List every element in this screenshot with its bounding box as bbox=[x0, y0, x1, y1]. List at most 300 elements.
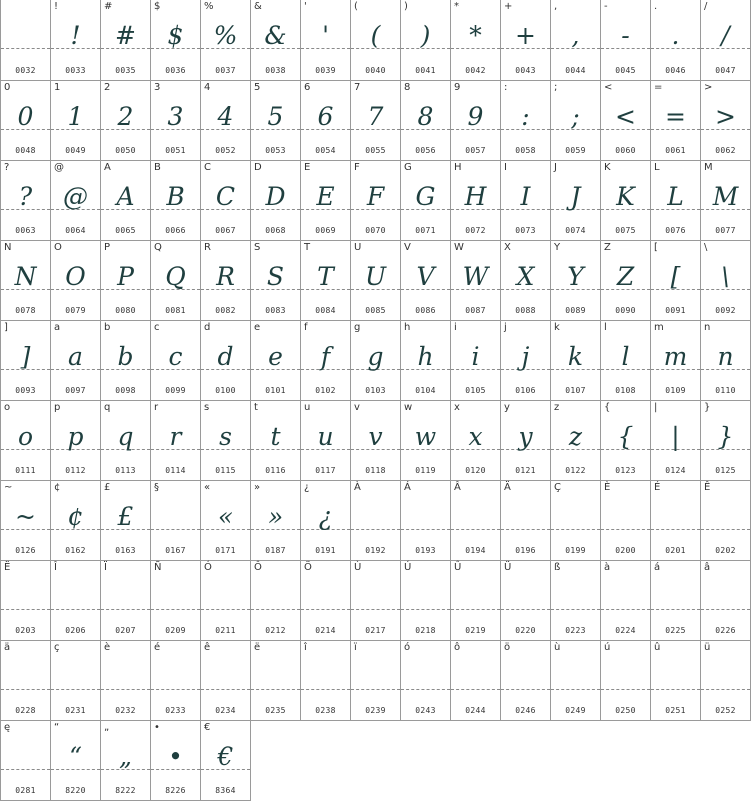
glyph-code: 0090 bbox=[615, 306, 636, 315]
glyph-label: € bbox=[204, 722, 211, 733]
glyph-cell bbox=[201, 321, 251, 401]
glyph-sample: & bbox=[264, 21, 287, 50]
baseline-guide bbox=[401, 689, 450, 690]
glyph-code: 0041 bbox=[415, 66, 436, 75]
glyph-code: 0084 bbox=[315, 306, 336, 315]
glyph-code: 0098 bbox=[115, 386, 136, 395]
glyph-cell bbox=[351, 641, 401, 721]
glyph-label: Ü bbox=[504, 562, 512, 573]
glyph-cell bbox=[401, 641, 451, 721]
glyph-sample: C bbox=[215, 182, 236, 211]
glyph-code: 0044 bbox=[565, 66, 586, 75]
glyph-cell bbox=[701, 0, 751, 81]
glyph-label: * bbox=[454, 1, 459, 12]
glyph-code: 0281 bbox=[15, 786, 36, 795]
glyph-code: 8222 bbox=[115, 786, 136, 795]
baseline-guide bbox=[501, 689, 550, 690]
glyph-sample: g bbox=[367, 342, 384, 371]
glyph-cell bbox=[351, 241, 401, 321]
glyph-label: r bbox=[154, 402, 159, 413]
glyph-cell bbox=[501, 401, 551, 481]
glyph-code: 0060 bbox=[615, 146, 636, 155]
glyph-label: C bbox=[204, 162, 211, 173]
glyph-cell bbox=[51, 81, 101, 161]
glyph-cell bbox=[401, 321, 451, 401]
glyph-sample: M bbox=[712, 182, 739, 211]
glyph-label: Ù bbox=[354, 562, 362, 573]
glyph-code: 8220 bbox=[65, 786, 86, 795]
glyph-sample: c bbox=[168, 342, 183, 371]
glyph-sample: „ bbox=[119, 742, 132, 771]
glyph-label: T bbox=[304, 242, 311, 253]
glyph-code: 0224 bbox=[615, 626, 636, 635]
glyph-code: 0119 bbox=[415, 466, 436, 475]
glyph-sample: P bbox=[117, 262, 134, 291]
baseline-guide bbox=[651, 689, 700, 690]
glyph-sample: < bbox=[615, 102, 636, 131]
glyph-code: 0239 bbox=[365, 706, 386, 715]
glyph-label: • bbox=[154, 722, 160, 733]
baseline-guide bbox=[651, 609, 700, 610]
glyph-sample: Y bbox=[567, 262, 584, 291]
glyph-sample: z bbox=[568, 422, 583, 451]
glyph-cell bbox=[301, 641, 351, 721]
glyph-label: . bbox=[654, 1, 658, 12]
glyph-code: 0218 bbox=[415, 626, 436, 635]
glyph-code: 0109 bbox=[665, 386, 686, 395]
glyph-cell bbox=[51, 721, 101, 801]
glyph-code: 0207 bbox=[115, 626, 136, 635]
glyph-sample: n bbox=[717, 342, 734, 371]
baseline-guide bbox=[501, 529, 550, 530]
glyph-cell bbox=[0, 241, 51, 321]
baseline-guide bbox=[601, 529, 650, 530]
baseline-guide bbox=[1, 48, 50, 49]
glyph-cell bbox=[251, 641, 301, 721]
glyph-cell bbox=[601, 481, 651, 561]
glyph-label: j bbox=[504, 322, 507, 333]
glyph-sample: “ bbox=[69, 742, 82, 771]
glyph-code: 0171 bbox=[215, 546, 236, 555]
glyph-cell bbox=[651, 401, 701, 481]
glyph-sample: ( bbox=[370, 21, 381, 50]
glyph-code: 0053 bbox=[265, 146, 286, 155]
glyph-code: 0118 bbox=[365, 466, 386, 475]
glyph-sample: r bbox=[169, 422, 182, 451]
glyph-code: 0220 bbox=[515, 626, 536, 635]
glyph-code: 0115 bbox=[215, 466, 236, 475]
glyph-code: 0124 bbox=[665, 466, 686, 475]
glyph-cell bbox=[701, 401, 751, 481]
glyph-code: 0233 bbox=[165, 706, 186, 715]
glyph-code: 0078 bbox=[15, 306, 36, 315]
baseline-guide bbox=[151, 529, 200, 530]
glyph-sample: @ bbox=[63, 182, 88, 211]
glyph-cell bbox=[151, 81, 201, 161]
glyph-code: 0050 bbox=[115, 146, 136, 155]
glyph-code: 0071 bbox=[415, 226, 436, 235]
glyph-cell bbox=[0, 0, 51, 81]
glyph-cell bbox=[151, 641, 201, 721]
glyph-code: 0125 bbox=[715, 466, 736, 475]
glyph-code: 0212 bbox=[265, 626, 286, 635]
glyph-sample: ¢ bbox=[67, 502, 84, 531]
glyph-cell bbox=[551, 401, 601, 481]
glyph-label: Ë bbox=[4, 562, 11, 573]
glyph-cell bbox=[101, 321, 151, 401]
glyph-label: ó bbox=[404, 642, 411, 653]
glyph-label: Q bbox=[154, 242, 162, 253]
glyph-code: 0162 bbox=[65, 546, 86, 555]
glyph-sample: f bbox=[320, 342, 331, 371]
glyph-label: w bbox=[404, 402, 413, 413]
glyph-sample: y bbox=[518, 422, 533, 451]
glyph-code: 0063 bbox=[15, 226, 36, 235]
glyph-cell bbox=[401, 481, 451, 561]
glyph-code: 0057 bbox=[465, 146, 486, 155]
glyph-code: 0209 bbox=[165, 626, 186, 635]
glyph-cell bbox=[401, 0, 451, 81]
glyph-sample: = bbox=[665, 102, 686, 131]
glyph-cell bbox=[601, 241, 651, 321]
baseline-guide bbox=[251, 689, 300, 690]
glyph-sample: F bbox=[366, 182, 385, 211]
baseline-guide bbox=[401, 609, 450, 610]
glyph-cell bbox=[301, 321, 351, 401]
glyph-label: Ó bbox=[204, 562, 212, 573]
glyph-cell bbox=[151, 0, 201, 81]
glyph-code: 0104 bbox=[415, 386, 436, 395]
glyph-label: À bbox=[354, 482, 361, 493]
glyph-code: 0074 bbox=[565, 226, 586, 235]
glyph-cell bbox=[701, 161, 751, 241]
glyph-code: 0101 bbox=[265, 386, 286, 395]
glyph-cell bbox=[201, 561, 251, 641]
glyph-label: û bbox=[654, 642, 661, 653]
glyph-cell bbox=[251, 0, 301, 81]
glyph-code: 0110 bbox=[715, 386, 736, 395]
glyph-sample: 5 bbox=[267, 102, 284, 131]
glyph-sample: k bbox=[567, 342, 584, 371]
baseline-guide bbox=[451, 689, 500, 690]
glyph-label: m bbox=[654, 322, 664, 333]
glyph-label: Ö bbox=[304, 562, 312, 573]
glyph-sample: * bbox=[469, 21, 482, 50]
glyph-label: ß bbox=[554, 562, 561, 573]
glyph-cell bbox=[101, 0, 151, 81]
glyph-cell bbox=[151, 321, 201, 401]
glyph-cell bbox=[451, 561, 501, 641]
glyph-code: 0040 bbox=[365, 66, 386, 75]
glyph-cell bbox=[201, 641, 251, 721]
glyph-label: 9 bbox=[454, 82, 461, 93]
glyph-cell bbox=[201, 721, 251, 801]
glyph-cell bbox=[451, 241, 501, 321]
baseline-guide bbox=[301, 609, 350, 610]
glyph-label: Î bbox=[54, 562, 57, 573]
glyph-cell bbox=[601, 81, 651, 161]
baseline-guide bbox=[451, 609, 500, 610]
glyph-label: Ç bbox=[554, 482, 561, 493]
glyph-label: f bbox=[304, 322, 308, 333]
glyph-cell bbox=[51, 641, 101, 721]
glyph-code: 0193 bbox=[415, 546, 436, 555]
glyph-sample: e bbox=[268, 342, 283, 371]
glyph-sample: ] bbox=[20, 342, 31, 371]
glyph-code: 0105 bbox=[465, 386, 486, 395]
glyph-label: # bbox=[104, 1, 113, 12]
glyph-sample: + bbox=[515, 21, 536, 50]
glyph-sample: m bbox=[663, 342, 688, 371]
glyph-sample: u bbox=[317, 422, 334, 451]
glyph-code: 0035 bbox=[115, 66, 136, 75]
glyph-code: 0032 bbox=[15, 66, 36, 75]
baseline-guide bbox=[451, 529, 500, 530]
glyph-code: 0122 bbox=[565, 466, 586, 475]
baseline-guide bbox=[551, 529, 600, 530]
glyph-label: ! bbox=[54, 1, 59, 12]
glyph-code: 0226 bbox=[715, 626, 736, 635]
glyph-code: 0061 bbox=[665, 146, 686, 155]
glyph-code: 0066 bbox=[165, 226, 186, 235]
glyph-code: 0235 bbox=[265, 706, 286, 715]
glyph-code: 0039 bbox=[315, 66, 336, 75]
glyph-label: b bbox=[104, 322, 111, 333]
glyph-label: « bbox=[204, 482, 211, 493]
glyph-label: ù bbox=[554, 642, 561, 653]
baseline-guide bbox=[101, 689, 150, 690]
glyph-code: 0231 bbox=[65, 706, 86, 715]
baseline-guide bbox=[351, 529, 400, 530]
glyph-code: 8364 bbox=[215, 786, 236, 795]
glyph-cell bbox=[601, 161, 651, 241]
glyph-code: 0126 bbox=[15, 546, 36, 555]
glyph-label: 4 bbox=[204, 82, 211, 93]
glyph-code: 0055 bbox=[365, 146, 386, 155]
baseline-guide bbox=[251, 609, 300, 610]
glyph-cell bbox=[201, 401, 251, 481]
glyph-code: 0093 bbox=[15, 386, 36, 395]
glyph-cell bbox=[301, 0, 351, 81]
glyph-sample: b bbox=[117, 342, 134, 371]
glyph-cell bbox=[451, 81, 501, 161]
glyph-code: 0102 bbox=[315, 386, 336, 395]
glyph-cell bbox=[501, 161, 551, 241]
glyph-cell bbox=[601, 641, 651, 721]
glyph-sample: t bbox=[270, 422, 281, 451]
glyph-sample: Z bbox=[616, 262, 635, 291]
glyph-cell bbox=[201, 481, 251, 561]
baseline-guide bbox=[1, 689, 50, 690]
glyph-code: 0065 bbox=[115, 226, 136, 235]
baseline-guide bbox=[601, 609, 650, 610]
glyph-label: K bbox=[604, 162, 611, 173]
glyph-sample: , bbox=[571, 21, 580, 50]
glyph-cell bbox=[101, 721, 151, 801]
glyph-code: 0228 bbox=[15, 706, 36, 715]
glyph-cell bbox=[201, 0, 251, 81]
glyph-label: Ê bbox=[704, 482, 711, 493]
glyph-cell bbox=[0, 321, 51, 401]
glyph-sample: T bbox=[317, 262, 334, 291]
glyph-sample: U bbox=[364, 262, 387, 291]
glyph-code: 0072 bbox=[465, 226, 486, 235]
glyph-code: 0206 bbox=[65, 626, 86, 635]
glyph-sample: % bbox=[213, 21, 238, 50]
baseline-guide bbox=[201, 609, 250, 610]
glyph-sample: ! bbox=[70, 21, 81, 50]
glyph-sample: 6 bbox=[317, 102, 334, 131]
glyph-code: 0116 bbox=[265, 466, 286, 475]
glyph-code: 0200 bbox=[615, 546, 636, 555]
glyph-label: $ bbox=[154, 1, 161, 12]
glyph-sample: l bbox=[621, 342, 630, 371]
glyph-sample: q bbox=[117, 422, 134, 451]
glyph-sample: B bbox=[166, 182, 185, 211]
glyph-cell bbox=[151, 161, 201, 241]
glyph-code: 0058 bbox=[515, 146, 536, 155]
glyph-cell bbox=[51, 401, 101, 481]
glyph-cell bbox=[651, 241, 701, 321]
glyph-label: V bbox=[404, 242, 411, 253]
glyph-sample: G bbox=[415, 182, 436, 211]
glyph-code: 0123 bbox=[615, 466, 636, 475]
glyph-cell bbox=[401, 81, 451, 161]
glyph-label: Ñ bbox=[154, 562, 162, 573]
glyph-cell bbox=[251, 561, 301, 641]
glyph-cell bbox=[551, 641, 601, 721]
glyph-code: 0238 bbox=[315, 706, 336, 715]
glyph-sample: H bbox=[464, 182, 487, 211]
glyph-cell bbox=[401, 561, 451, 641]
glyph-label: O bbox=[54, 242, 62, 253]
glyph-code: 0120 bbox=[465, 466, 486, 475]
glyph-label: v bbox=[354, 402, 360, 413]
glyph-code: 0048 bbox=[15, 146, 36, 155]
glyph-code: 0243 bbox=[415, 706, 436, 715]
glyph-label: \ bbox=[704, 242, 708, 253]
glyph-label: ) bbox=[404, 1, 408, 12]
glyph-sample: S bbox=[266, 262, 285, 291]
glyph-label: î bbox=[304, 642, 307, 653]
glyph-sample: ? bbox=[18, 182, 33, 211]
glyph-cell bbox=[251, 81, 301, 161]
glyph-cell bbox=[701, 561, 751, 641]
glyph-label: a bbox=[54, 322, 61, 333]
glyph-code: 0232 bbox=[115, 706, 136, 715]
glyph-cell bbox=[0, 81, 51, 161]
glyph-label: è bbox=[104, 642, 111, 653]
glyph-cell bbox=[401, 161, 451, 241]
glyph-label: ú bbox=[604, 642, 611, 653]
glyph-cell bbox=[501, 241, 551, 321]
glyph-cell bbox=[151, 241, 201, 321]
glyph-label: ~ bbox=[4, 482, 13, 493]
glyph-code: 0081 bbox=[165, 306, 186, 315]
glyph-label: g bbox=[354, 322, 361, 333]
glyph-cell bbox=[651, 161, 701, 241]
glyph-label: z bbox=[554, 402, 560, 413]
glyph-label: D bbox=[254, 162, 262, 173]
glyph-label: H bbox=[454, 162, 462, 173]
glyph-sample: w bbox=[414, 422, 437, 451]
glyph-cell bbox=[451, 0, 501, 81]
glyph-code: 0085 bbox=[365, 306, 386, 315]
glyph-cell bbox=[51, 161, 101, 241]
glyph-code: 0088 bbox=[515, 306, 536, 315]
glyph-cell bbox=[101, 481, 151, 561]
glyph-cell bbox=[651, 641, 701, 721]
glyph-label: R bbox=[204, 242, 211, 253]
glyph-cell bbox=[351, 161, 401, 241]
glyph-sample: v bbox=[368, 422, 383, 451]
glyph-code: 0250 bbox=[615, 706, 636, 715]
glyph-code: 0075 bbox=[615, 226, 636, 235]
glyph-label: ç bbox=[54, 642, 60, 653]
glyph-label: t bbox=[254, 402, 258, 413]
glyph-code: 0100 bbox=[215, 386, 236, 395]
glyph-label: < bbox=[604, 82, 613, 93]
glyph-cell bbox=[251, 481, 301, 561]
glyph-cell bbox=[251, 321, 301, 401]
glyph-label: ] bbox=[4, 322, 8, 333]
glyph-cell bbox=[701, 241, 751, 321]
glyph-cell bbox=[651, 481, 701, 561]
glyph-label: 3 bbox=[154, 82, 161, 93]
glyph-cell bbox=[401, 241, 451, 321]
glyph-code: 0187 bbox=[265, 546, 286, 555]
baseline-guide bbox=[551, 689, 600, 690]
glyph-code: 0052 bbox=[215, 146, 236, 155]
glyph-label: M bbox=[704, 162, 713, 173]
glyph-sample: • bbox=[168, 742, 183, 771]
glyph-label: ¿ bbox=[304, 482, 310, 493]
glyph-sample: ; bbox=[571, 102, 580, 131]
baseline-guide bbox=[701, 689, 750, 690]
glyph-sample: > bbox=[715, 102, 736, 131]
glyph-label: s bbox=[204, 402, 210, 413]
glyph-sample: E bbox=[316, 182, 335, 211]
glyph-cell bbox=[551, 81, 601, 161]
baseline-guide bbox=[601, 689, 650, 690]
glyph-label: 1 bbox=[54, 82, 61, 93]
glyph-code: 0201 bbox=[665, 546, 686, 555]
glyph-cell bbox=[651, 81, 701, 161]
glyph-cell bbox=[51, 481, 101, 561]
glyph-label: § bbox=[154, 482, 159, 493]
glyph-code: 0070 bbox=[365, 226, 386, 235]
baseline-guide bbox=[151, 609, 200, 610]
glyph-cell bbox=[651, 561, 701, 641]
glyph-code: 0108 bbox=[615, 386, 636, 395]
glyph-cell bbox=[251, 241, 301, 321]
baseline-guide bbox=[701, 609, 750, 610]
glyph-label: l bbox=[604, 322, 607, 333]
glyph-label: J bbox=[554, 162, 557, 173]
glyph-code: 0077 bbox=[715, 226, 736, 235]
glyph-code: 0114 bbox=[165, 466, 186, 475]
glyph-label: c bbox=[154, 322, 160, 333]
glyph-label: ï bbox=[354, 642, 357, 653]
glyph-cell bbox=[501, 0, 551, 81]
glyph-label: U bbox=[354, 242, 362, 253]
glyph-label: Û bbox=[454, 562, 462, 573]
glyph-label: ę bbox=[4, 722, 11, 733]
glyph-code: 0163 bbox=[115, 546, 136, 555]
glyph-sample: p bbox=[67, 422, 84, 451]
glyph-sample: . bbox=[671, 21, 680, 50]
glyph-label: ö bbox=[504, 642, 511, 653]
